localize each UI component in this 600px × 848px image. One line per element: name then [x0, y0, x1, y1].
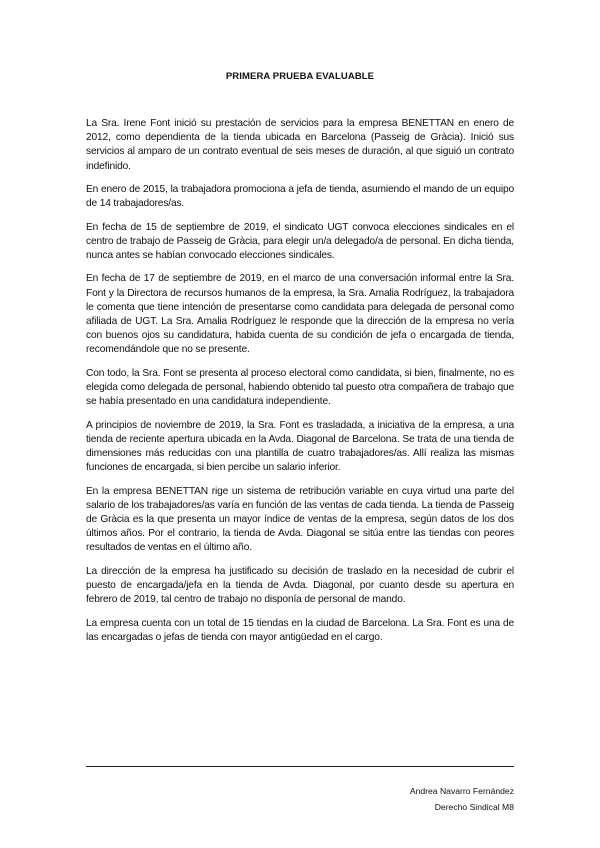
paragraph-9: La empresa cuenta con un total de 15 tiendas en la ciudad de Barcelona. La Sra. Font es una de las encargadas o jefas de tienda con mayor antigüedad en el cargo.	[86, 617, 514, 643]
footer	[410, 783, 514, 815]
paragraph-6: A principios de noviembre de 2019, la Sra. Font es trasladada, a iniciativa de la empresa, a una tienda de reciente apertura ubicada en la Avda. Diagonal de Barcelona. Se trata de una tienda de dimensiones más reducidas con una plantilla de cuatro trabajadores/as. Allí realiza las mismas funciones de encargada, si bien percibe un salario inferior.	[86, 419, 514, 474]
document-title: PRIMERA PRUEBA EVALUABLE	[225, 71, 375, 82]
paragraph-4: En fecha de 17 de septiembre de 2019, en el marco de una conversación informal entre la Sra. Font y la Directora de recursos humanos de la empresa, la Sra. Amalia Rodríguez, la trabajadora le comenta que tiene intención de presentarse como candidata para delegada de personal como afiliada de UGT. La Sra. Amalia Rodríguez le responde que la dirección de la empresa no vería con buenos ojos su candidatura, habida cuenta de su condición de jefa o encargada de tienda, recomendándole que no se presente.	[86, 273, 514, 356]
document-body	[86, 117, 514, 654]
paragraph-2: En enero de 2015, la trabajadora promociona a jefa de tienda, asumiendo el mando de un equipo de 14 trabajadores/as.	[86, 184, 514, 210]
paragraph-3: En fecha de 15 de septiembre de 2019, el sindicato UGT convoca elecciones sindicales en el centro de trabajo de Passeig de Gràcia, para elegir un/a delegado/a de personal. En dicha tienda, nunca antes se habían convocado elecciones sindicales.	[86, 221, 514, 261]
footer-author: Andrea Navarro Fernández	[409, 786, 514, 796]
footer-divider	[86, 766, 514, 767]
paragraph-7: En la empresa BENETTAN rige un sistema de retribución variable en cuya virtud una parte del salario de los trabajadores/as varía en función de las ventas de cada tienda. La tienda de Passeig de Gràcia es la que presenta un mayor índice de ventas de la empresa, según datos de los dos últimos años. Por el contrario, la tienda de Avda. Diagonal se sitúa entre las tiendas con peores resultados de ventas en el último año.	[86, 485, 514, 554]
paragraph-8: La dirección de la empresa ha justificado su decisión de traslado en la necesidad de cubrir el puesto de encargada/jefa en la tienda de Avda. Diagonal, por cuanto desde su apertura en febrero de 2019, tal centro de trabajo no disponía de personal de mando.	[86, 565, 514, 606]
paragraph-1: La Sra. Irene Font inició su prestación de servicios para la empresa BENETTAN en enero de 2012, como dependienta de la tienda ubicada en Barcelona (Passeig de Gràcia). Inició sus servicios al amparo de un contrato eventual de seis meses de duración, al que siguió un contrato indefinido.	[86, 118, 514, 172]
paragraph-5: Con todo, la Sra. Font se presenta al proceso electoral como candidata, si bien, finalmente, no es elegida como delegada de personal, habiendo obtenido tal puesto otra compañera de trabajo que se había presentado en una candidatura independiente.	[86, 367, 514, 408]
footer-course: Derecho Sindical M8	[434, 802, 514, 812]
